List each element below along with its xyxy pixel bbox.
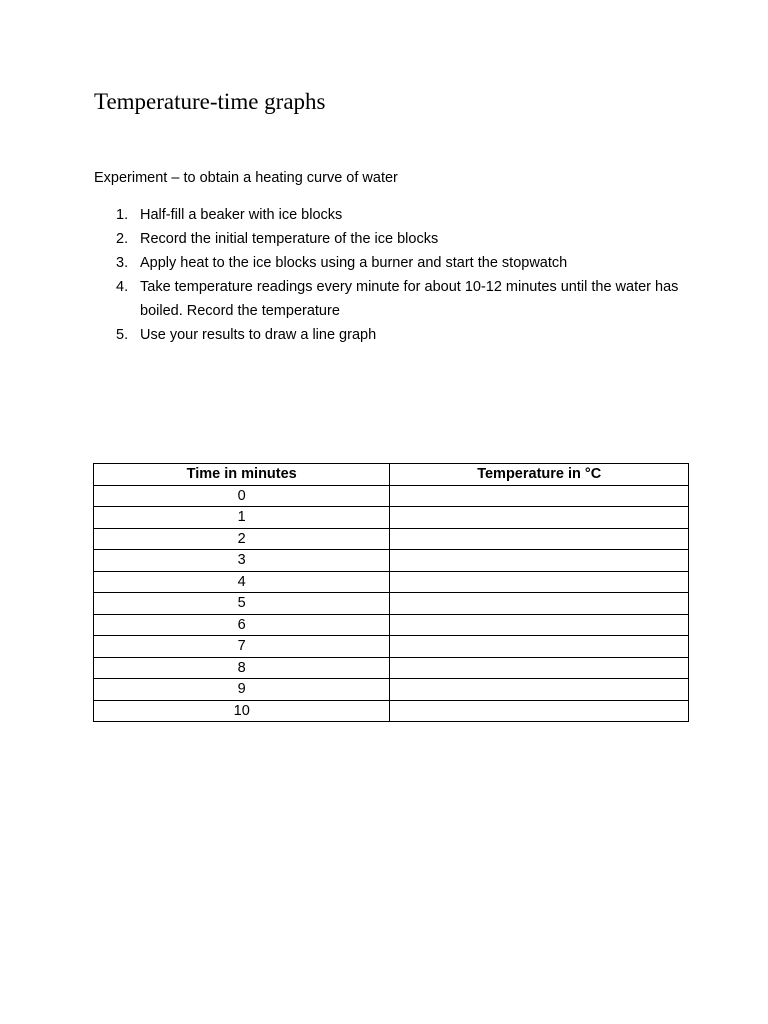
time-cell: 2: [94, 528, 390, 550]
temperature-cell[interactable]: [390, 614, 689, 636]
step-text: Use your results to draw a line graph: [140, 327, 377, 343]
temperature-cell[interactable]: [390, 636, 689, 658]
table-row: [94, 679, 689, 701]
table-row: [94, 614, 689, 636]
time-cell: 0: [94, 485, 390, 507]
list-item: [94, 227, 694, 251]
temperature-cell[interactable]: [390, 528, 689, 550]
time-cell: 1: [94, 507, 390, 529]
time-cell: 3: [94, 550, 390, 572]
step-number: 1.: [116, 207, 129, 223]
procedure-steps: [94, 203, 694, 347]
temperature-cell[interactable]: [390, 571, 689, 593]
table-row: [94, 485, 689, 507]
temperature-cell[interactable]: [390, 485, 689, 507]
temperature-cell[interactable]: [390, 550, 689, 572]
step-text: Half-fill a beaker with ice blocks: [140, 207, 343, 223]
table-row: [94, 700, 689, 722]
table-row: [94, 657, 689, 679]
step-number: 3.: [116, 255, 129, 271]
step-number: 2.: [116, 231, 129, 247]
page-title: Temperature-time graphs: [94, 89, 326, 114]
list-item: [94, 275, 694, 323]
experiment-heading: Experiment – to obtain a heating curve of water: [94, 170, 398, 186]
table-row: [94, 636, 689, 658]
temperature-cell[interactable]: [390, 657, 689, 679]
time-cell: 5: [94, 593, 390, 615]
temperature-cell[interactable]: [390, 593, 689, 615]
time-cell: 7: [94, 636, 390, 658]
step-text: Record the initial temperature of the ice blocks: [140, 231, 439, 247]
time-cell: 4: [94, 571, 390, 593]
step-text: Take temperature readings every minute for about 10-12 minutes until the water has boiled. Record the temperature: [140, 279, 679, 319]
list-item: [94, 323, 694, 347]
temperature-column-header: Temperature in °C: [390, 464, 689, 486]
step-number: 4.: [116, 279, 129, 295]
results-table: [93, 463, 689, 722]
time-cell: 10: [94, 700, 390, 722]
temperature-cell[interactable]: [390, 700, 689, 722]
time-column-header: Time in minutes: [94, 464, 390, 486]
time-cell: 6: [94, 614, 390, 636]
list-item: [94, 203, 694, 227]
temperature-cell[interactable]: [390, 679, 689, 701]
temperature-cell[interactable]: [390, 507, 689, 529]
table-row: [94, 593, 689, 615]
step-number: 5.: [116, 327, 129, 343]
time-cell: 8: [94, 657, 390, 679]
table-header-row: [94, 464, 689, 486]
table-row: [94, 550, 689, 572]
time-cell: 9: [94, 679, 390, 701]
table-row: [94, 507, 689, 529]
step-text: Apply heat to the ice blocks using a burner and start the stopwatch: [140, 255, 568, 271]
table-row: [94, 528, 689, 550]
list-item: [94, 251, 694, 275]
table-row: [94, 571, 689, 593]
